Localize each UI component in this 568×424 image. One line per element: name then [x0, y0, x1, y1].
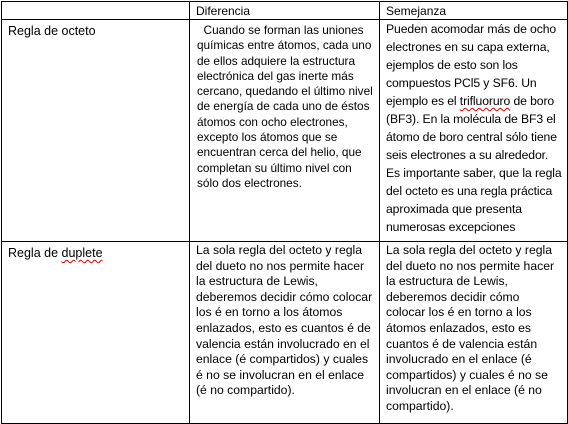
row-label-text: Regla de octeto: [8, 24, 96, 38]
semejanza-text: Pueden acomodar más de ocho electrones en su capa externa, ejemplos de esto son los compuestos PCl5 y SF6. Un ejemplo es el: [386, 22, 557, 108]
table-row: [2, 20, 568, 242]
diferencia-cell[interactable]: La sola regla del octeto y regla del dueto no nos permite hacer la estructura de Lewis, deberemos decidir cómo colocar los é en torno a los átomos enlazados, esto es cuantos é de valencia están involucrado en el enlace (é compartidos) y cuales é no se involucran en el enlace (é no compartido).: [190, 242, 380, 424]
spellcheck-flagged-word: duplete: [61, 246, 103, 260]
comparison-table: [1, 1, 568, 424]
semejanza-text: de boro (BF3). En la molécula de BF3 el átomo de boro central sólo tiene seis electrones a su alrededor. Es importante saber, que la regla del octeto es una regla práctica aproximada que presenta numerosas excepciones: [386, 94, 562, 234]
spellcheck-flagged-word: trifluoruro: [459, 94, 511, 108]
semejanza-cell[interactable]: La sola regla del octeto y regla del dueto no nos permite hacer la estructura de Lewis, deberemos decidir cómo colocar los é en torno a los átomos enlazados, esto es cuantos é de valencia están involucrado en el enlace (é compartidos) y cuales é no se involucran en el enlace (é no compartido).: [380, 242, 568, 424]
semejanza-cell[interactable]: [380, 20, 568, 242]
header-cell-diferencia[interactable]: Diferencia: [190, 2, 380, 20]
row-label-text: Regla de: [8, 246, 62, 260]
row-label-cell[interactable]: [2, 242, 190, 424]
header-row: [2, 2, 568, 20]
diferencia-cell[interactable]: Cuando se forman las uniones químicas entre átomos, cada uno de ellos adquiere la estructura electrónica del gas inerte más cercano, quedando el último nivel de energía de cada uno de éstos átomos con ocho electrones, excepto los átomos que se encuentran cerca del helio, que completan su último nivel con sólo dos electrones.: [190, 20, 380, 242]
header-cell-semejanza[interactable]: Semejanza: [380, 2, 568, 20]
header-cell-empty[interactable]: [2, 2, 190, 20]
row-label-cell[interactable]: [2, 20, 190, 242]
table-row: [2, 242, 568, 424]
